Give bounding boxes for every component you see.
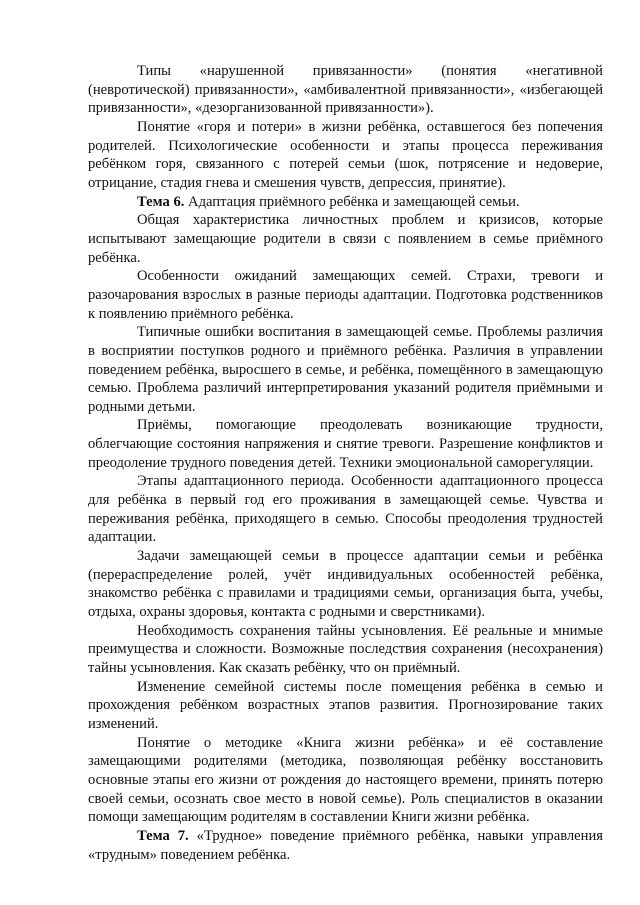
paragraph-text: Задачи замещающей семьи в процессе адаптации семьи и ребёнка (перераспределение ролей, учёт индивидуальных особенностей ребёнка, знакомство ребёнка с правилами и традициями семьи, организация быта, учебы, отдыха, охраны здоровья, контакта с родными и сверстниками). <box>88 548 603 621</box>
paragraph-text: Особенности ожиданий замещающих семей. Страхи, тревоги и разочарования взрослых в разные периоды адаптации. Подготовка родственников к появлению приёмного ребёнка. <box>88 268 603 322</box>
paragraph-family-tasks <box>88 547 603 622</box>
paragraph-text: Понятие о методике «Книга жизни ребёнка» и её составление замещающими родителями (методика, позволяющая ребёнку восстановить основные этапы его жизни от рождения до настоящего времени, принять потерю своей семьи, осознать свое место в новой семье). Роль специалистов в оказании помощи замещающим родителям в составлении Книги жизни ребёнка. <box>88 734 603 826</box>
paragraph-typical-mistakes <box>88 323 603 416</box>
paragraph-text: Понятие «горя и потери» в жизни ребёнка, оставшегося без попечения родителей. Психологические особенности и этапы процесса переживания ребёнком горя, связанного с потерей семьи (шок, потрясение и недоверие, отрицание, стадия гнева и смешения чувств, депрессия, принятие). <box>88 118 603 191</box>
paragraph-text: Типичные ошибки воспитания в замещающей семье. Проблемы различия в восприятии поступков родного и приёмного ребёнка. Различия в управлении поведением ребёнка, выросшего в семье, и ребёнка, помещённого в замещающую семью. Проблема различий интерпретирования указаний родителя приёмными и родными детьми. <box>88 324 603 415</box>
paragraph-general-characteristics <box>88 211 603 267</box>
document-body <box>88 62 603 864</box>
paragraph-adoption-secrecy <box>88 622 603 678</box>
paragraph-techniques <box>88 416 603 472</box>
topic-title: «Трудное» поведение приёмного ребёнка, навыки управления «трудным» поведением ребёнка. <box>88 827 603 863</box>
topic-number: Тема 7. <box>137 827 189 844</box>
paragraph-family-system-change <box>88 678 603 734</box>
paragraph-text: Изменение семейной системы после помещения ребёнка в семью и прохождения ребёнком возрастных этапов развития. Прогнозирование таких изменений. <box>88 678 603 732</box>
paragraph-text: Общая характеристика личностных проблем и кризисов, которые испытывают замещающие родители в связи с появлением в семье приёмного ребёнка. <box>88 212 603 266</box>
paragraph-text: Необходимость сохранения тайны усыновления. Её реальные и мнимые преимущества и сложности. Возможные последствия сохранения (несохранения) тайны усыновления. Как сказать ребёнку, что он приёмный. <box>88 622 603 676</box>
section-heading-topic-7 <box>88 827 603 864</box>
topic-title: Адаптация приёмного ребёнка и замещающей семьи. <box>184 193 520 210</box>
section-heading-topic-6 <box>88 193 603 212</box>
paragraph-text: Типы «нарушенной привязанности» (понятия «негативной (невротической) привязанности», «амбивалентной привязанности», «избегающей привязанности», «дезорганизованной привязанности»). <box>88 63 603 117</box>
topic-number: Тема 6. <box>137 193 185 210</box>
paragraph-adaptation-stages <box>88 472 603 547</box>
paragraph-life-book <box>88 734 603 827</box>
paragraph-grief-and-loss <box>88 118 603 193</box>
paragraph-expectations <box>88 267 603 323</box>
paragraph-text: Приёмы, помогающие преодолевать возникающие трудности, облегчающие состояния напряжения и снятие тревоги. Разрешение конфликтов и преодоление трудного поведения детей. Техники эмоциональной саморегуляции. <box>88 417 603 471</box>
paragraph-text: Этапы адаптационного периода. Особенности адаптационного процесса для ребёнка в первый год его проживания в замещающей семье. Чувства и переживания ребёнка, приходящего в семью. Способы преодоления трудностей адаптации. <box>88 473 603 546</box>
paragraph-attachment-types <box>88 62 603 118</box>
